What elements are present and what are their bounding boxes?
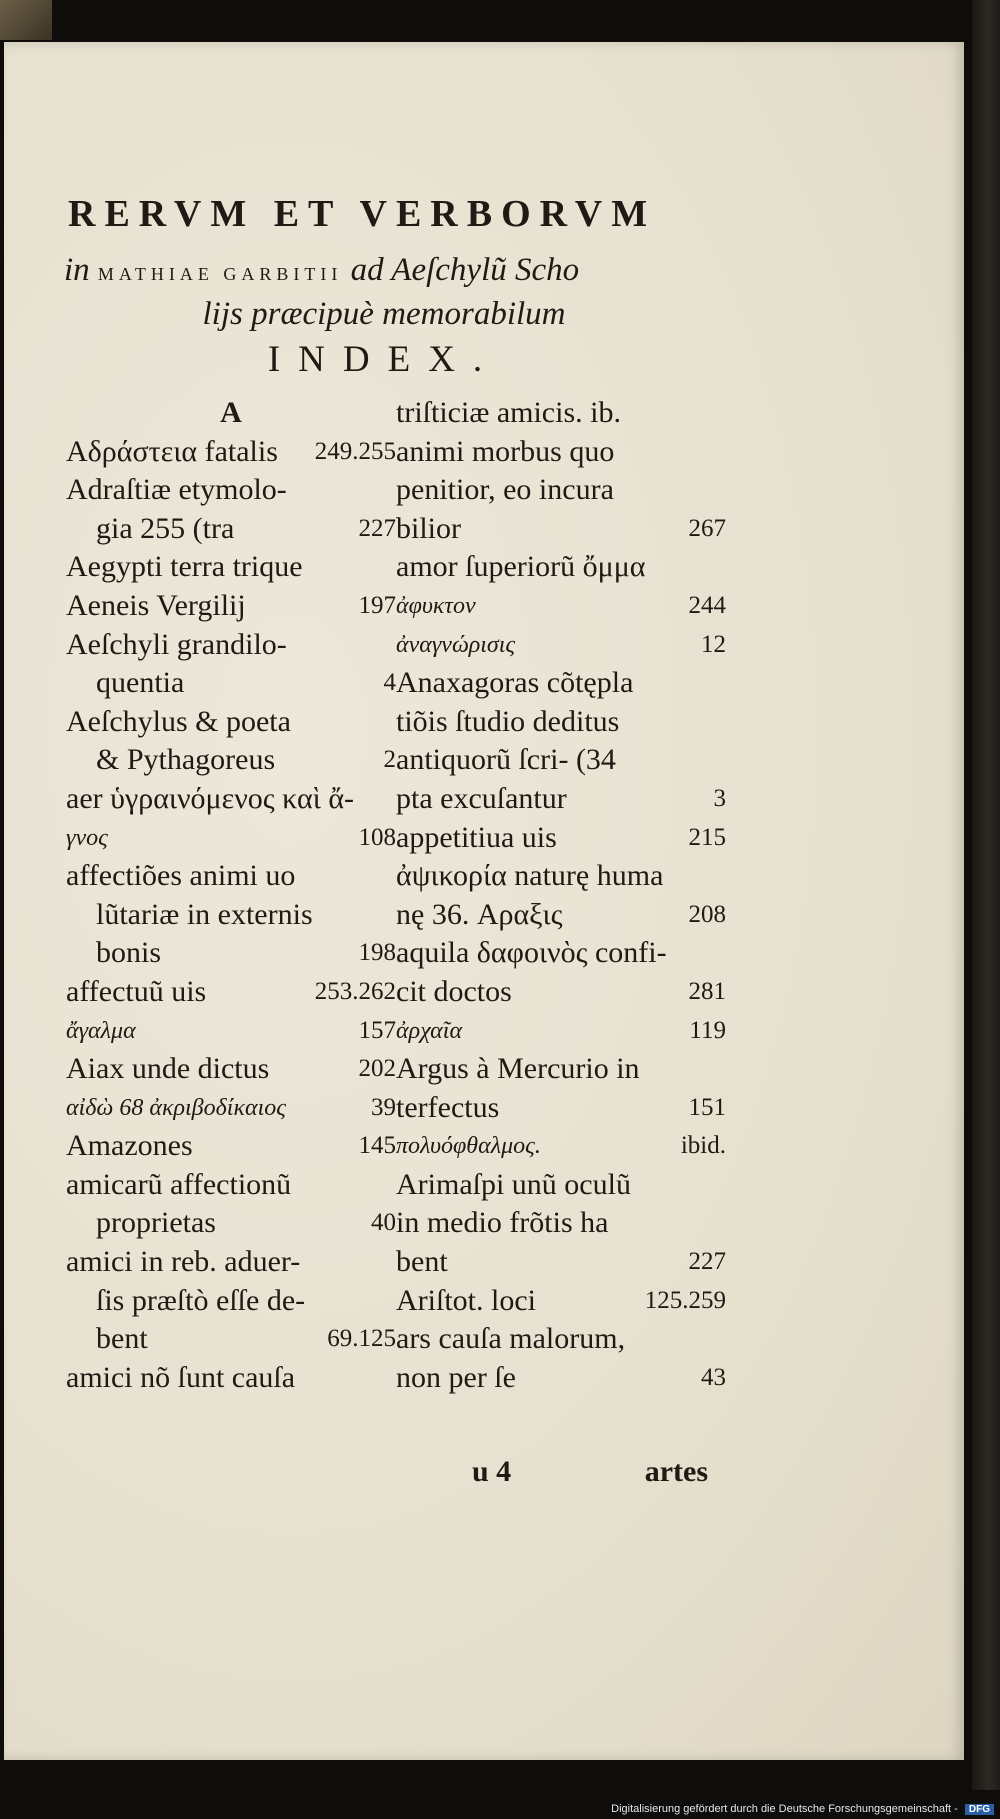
entry-text: ἀφυκτον [396,592,476,619]
index-entry [396,819,726,858]
entry-text: animi morbus quo [396,434,615,468]
author-name: MATHIAE GARBITII [97,264,343,284]
index-entry [66,548,396,587]
entry-page-number: 249.255 [314,437,396,465]
entry-page-number: 40 [371,1209,396,1237]
digitization-credit [611,1803,994,1815]
entry-page-number: 108 [358,823,396,851]
entry-text: penitior, eo incura [396,473,614,507]
index-entry [66,973,396,1012]
index-entry [66,1282,396,1321]
entry-page-number: 39 [371,1093,396,1121]
index-column-left [66,394,396,1397]
entry-text: pta excuſantur [396,781,567,815]
catchword: artes [644,1455,708,1488]
entry-page-number: 244 [688,591,726,619]
entry-page-number: 208 [688,900,726,928]
signature-mark: u 4 [472,1455,512,1488]
entry-page-number: 3 [713,784,726,812]
entry-text: ἄγαλμα [66,1017,136,1044]
entry-page-number: 202 [358,1055,396,1083]
index-entry [66,780,396,819]
entry-page-number: 69.125 [327,1325,396,1353]
entry-text: tiõis ſtudio deditus [396,704,620,738]
entry-text: gia 255 (tra [96,511,235,545]
index-entry [396,703,726,742]
entry-page-number: 4 [383,669,396,697]
entry-page-number: 43 [701,1363,726,1391]
entry-text: γνος [66,824,108,851]
dfg-logo: DFG [965,1804,994,1815]
index-entry [396,394,726,433]
entry-text: ſis præſtò eſſe de- [96,1283,306,1317]
entry-text: in medio frõtis ha [396,1206,609,1240]
index-entry [66,1204,396,1243]
entry-page-number: 119 [689,1016,726,1044]
entry-page-number: 157 [358,1016,396,1044]
book-edge [972,0,1000,1790]
entry-text: bent [396,1245,448,1279]
entry-text: Aeneis Vergilij [66,588,246,622]
index-entry [396,1127,726,1166]
index-entry [396,1050,726,1089]
entry-text: πολυόφθαλμος. [396,1133,541,1160]
entry-text: A [220,396,242,429]
book-corner-tab [0,0,52,40]
index-entry [66,1089,396,1128]
index-entry [66,1359,396,1398]
entry-page-number: 145 [358,1132,396,1160]
entry-text: bonis [96,936,162,970]
index-entry [396,510,726,549]
index-entry [396,934,726,973]
index-entry [66,934,396,973]
entry-text: amor ſuperiorũ ὄμμα [396,550,646,584]
credit-text: Digitalisierung gefördert durch die Deutsche Forschungsgemeinschaft - [611,1803,958,1815]
index-entry [66,626,396,665]
index-entry [396,548,726,587]
index-entry [66,664,396,703]
entry-text: affectuũ uis [66,974,207,1008]
entry-text: Aeſchyli grandilo- [66,627,287,661]
entry-text: cit doctos [396,974,512,1008]
entry-text: ἀψικορία naturę huma [396,859,664,893]
entry-page-number: 198 [358,939,396,967]
entry-text: appetitiua uis [396,820,557,854]
index-entry [396,433,726,472]
book-page [4,42,964,1760]
index-entry [396,973,726,1012]
entry-text: ἀναγνώρισις [396,631,516,658]
index-entry [396,1012,726,1051]
entry-text: lũtariæ in externis [96,897,313,931]
index-title: RERVM ET VERBORVM [68,193,657,235]
index-entry [396,857,726,896]
entry-page-number: 197 [358,591,396,619]
index-entry [66,1320,396,1359]
index-entry [396,741,726,780]
index-entry [66,896,396,935]
index-entry [66,1127,396,1166]
entry-text: amici in reb. aduer- [66,1245,301,1279]
entry-page-number: 227 [358,514,396,542]
index-entry [66,1050,396,1089]
entry-text: ars cauſa malorum, [396,1322,626,1356]
index-entry [66,471,396,510]
entry-page-number: ibid. [680,1132,726,1160]
entry-page-number: 215 [688,823,726,851]
index-entry [66,510,396,549]
entry-text: proprietas [96,1206,216,1240]
entry-page-number: 281 [688,977,726,1005]
index-entry [66,741,396,780]
index-entry [66,1166,396,1205]
entry-page-number: 151 [688,1093,726,1121]
index-entry [66,433,396,472]
entry-text: aquila δαφοινὸς confi- [396,936,667,970]
entry-page-number: 2 [383,746,396,774]
index-heading: INDEX. [267,339,501,380]
subtitle-continuation: lijs præcipuè memorabilum [202,296,566,332]
index-entry [66,703,396,742]
index-entry [396,1166,726,1205]
index-entry [396,1320,726,1359]
index-entry [396,587,726,626]
entry-text: bilior [396,511,461,545]
page-footer [66,1452,708,1492]
entry-page-number: 12 [701,630,726,658]
index-entry [66,587,396,626]
entry-text: Argus à Mercurio in [396,1052,640,1086]
entry-text: Anaxagoras cõtępla [396,666,634,700]
entry-text: Adraſtiæ etymolo- [66,473,287,507]
index-entry [396,664,726,703]
entry-text: nę 36. Αραξις [396,897,563,931]
entry-text: Arimaſpi unũ oculũ [396,1167,631,1201]
entry-text: Ariſtot. loci [396,1283,536,1317]
entry-text: terfectus [396,1090,500,1124]
entry-text: Αδράστεια fatalis [66,434,278,468]
index-entry [66,857,396,896]
entry-text: affectiões animi uo [66,859,296,893]
entry-page-number: 267 [688,514,726,542]
entry-text: Aegypti terra trique [66,550,303,584]
entry-text: Amazones [66,1129,193,1163]
entry-text: & Pythagoreus [96,743,276,777]
subtitle-prefix: in [64,252,90,288]
index-entry [66,394,396,433]
index-entry [396,1282,726,1321]
index-entry [66,1012,396,1051]
entry-text: αἰδὼ 68 ἀκριβοδίκαιος [66,1094,286,1121]
entry-page-number: 227 [688,1248,726,1276]
entry-text: aer ὑγραινόμενος καὶ ἄ- [66,781,355,815]
entry-text: non per ſe [396,1360,516,1394]
subtitle-italic: ad Aeſchylũ Scho [350,252,580,288]
index-entry [396,1243,726,1282]
entry-text: amici nõ ſunt cauſa [66,1360,296,1394]
entry-text: amicarũ affectionũ [66,1167,292,1201]
index-subtitle-line [64,252,724,289]
index-entry [396,1089,726,1128]
index-entry [396,896,726,935]
index-entry [396,780,726,819]
entry-text: Aeſchylus & poeta [66,704,291,738]
index-entry [396,471,726,510]
entry-text: antiquorũ ſcri- (34 [396,743,616,777]
index-column-right [396,394,726,1397]
entry-text: bent [96,1322,148,1356]
entry-page-number: 253.262 [314,977,396,1005]
entry-page-number: 125.259 [644,1286,726,1314]
entry-text: triſticiæ amicis. ib. [396,396,621,429]
index-entry [396,1359,726,1398]
index-entry [66,1243,396,1282]
entry-text: quentia [96,666,185,700]
index-entry [396,1204,726,1243]
index-entry [396,626,726,665]
entry-text: ἀρχαῖα [396,1017,463,1044]
entry-text: Aiax unde dictus [66,1052,270,1086]
index-entry [66,819,396,858]
